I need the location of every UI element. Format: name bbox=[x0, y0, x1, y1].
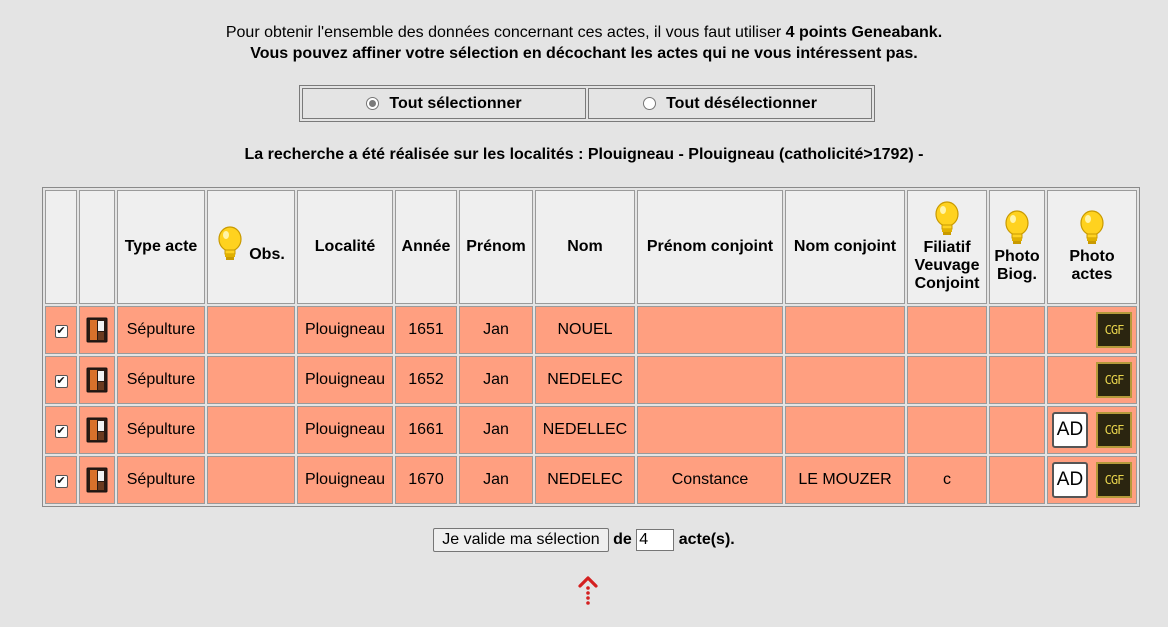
header-filiatif-l3: Conjoint bbox=[914, 275, 980, 292]
cell-annee: 1652 bbox=[395, 356, 457, 404]
cell-nom: NEDELEC bbox=[535, 356, 635, 404]
header-filiatif-l1: Filiatif bbox=[923, 239, 971, 256]
cell-photo-actes bbox=[1047, 306, 1137, 354]
cell-filiatif bbox=[907, 406, 987, 454]
header-photo-actes-l1: Photo bbox=[1069, 248, 1115, 265]
cell-prenom: Jan bbox=[459, 406, 533, 454]
header-type-acte: Type acte bbox=[117, 190, 205, 304]
header-photo-biog-l1: Photo bbox=[994, 248, 1040, 265]
cell-obs bbox=[207, 456, 295, 504]
cgf-photo-icon[interactable]: CGF bbox=[1096, 362, 1132, 398]
table-row bbox=[45, 406, 1137, 454]
header-annee: Année bbox=[395, 190, 457, 304]
cell-photo-actes bbox=[1047, 356, 1137, 404]
footer-actes-label: acte(s). bbox=[678, 531, 735, 548]
row-icon-cell bbox=[79, 456, 115, 504]
cell-photo-biog bbox=[989, 456, 1045, 504]
cell-filiatif: c bbox=[907, 456, 987, 504]
cell-localite: Plouigneau bbox=[297, 456, 393, 504]
header-photo-biog bbox=[989, 190, 1045, 304]
row-icon-cell bbox=[79, 356, 115, 404]
ad-slot bbox=[1050, 409, 1090, 451]
cell-localite: Plouigneau bbox=[297, 356, 393, 404]
validate-selection-button[interactable]: Je valide ma sélection bbox=[433, 528, 608, 552]
select-all-label[interactable]: Tout sélectionner bbox=[389, 94, 522, 112]
footer-form bbox=[0, 528, 1168, 552]
header-checkbox-col bbox=[45, 190, 77, 304]
row-checkbox-cell bbox=[45, 356, 77, 404]
search-info: La recherche a été réalisée sur les localités : Plouigneau - Plouigneau (catholicité>1792) - bbox=[244, 146, 924, 163]
cell-photo-biog bbox=[989, 356, 1045, 404]
row-checkbox-cell bbox=[45, 406, 77, 454]
cell-prenom: Jan bbox=[459, 306, 533, 354]
cgf-slot bbox=[1094, 459, 1134, 501]
cell-type-acte: Sépulture bbox=[117, 406, 205, 454]
row-icon-cell bbox=[79, 406, 115, 454]
cell-obs bbox=[207, 406, 295, 454]
ad-slot bbox=[1050, 309, 1090, 351]
lightbulb-icon bbox=[217, 226, 243, 264]
cell-prenom: Jan bbox=[459, 356, 533, 404]
cell-annee: 1651 bbox=[395, 306, 457, 354]
ad-photo-icon[interactable]: AD bbox=[1052, 462, 1088, 498]
table-row bbox=[45, 306, 1137, 354]
lightbulb-icon bbox=[1004, 210, 1030, 248]
row-checkbox[interactable]: ✔ bbox=[56, 375, 66, 387]
table-row bbox=[45, 356, 1137, 404]
header-obs bbox=[207, 190, 295, 304]
cell-prenom-conjoint bbox=[637, 306, 783, 354]
table-row bbox=[45, 456, 1137, 504]
lightbulb-icon bbox=[1079, 210, 1105, 248]
row-checkbox[interactable]: ✔ bbox=[56, 325, 66, 337]
cgf-photo-icon[interactable]: CGF bbox=[1096, 412, 1132, 448]
cell-type-acte: Sépulture bbox=[117, 456, 205, 504]
cell-photo-biog bbox=[989, 306, 1045, 354]
cell-photo-actes bbox=[1047, 406, 1137, 454]
cell-prenom-conjoint: Constance bbox=[637, 456, 783, 504]
header-photo-actes-l2: actes bbox=[1071, 266, 1113, 283]
cell-nom: NEDELEC bbox=[535, 456, 635, 504]
cell-annee: 1661 bbox=[395, 406, 457, 454]
results-table bbox=[42, 187, 1140, 507]
cgf-photo-icon[interactable]: CGF bbox=[1096, 462, 1132, 498]
header-prenom: Prénom bbox=[459, 190, 533, 304]
cell-localite: Plouigneau bbox=[297, 306, 393, 354]
cell-nom-conjoint bbox=[785, 406, 905, 454]
cell-prenom-conjoint bbox=[637, 406, 783, 454]
deselect-all-label[interactable]: Tout désélectionner bbox=[666, 94, 817, 112]
cell-photo-actes bbox=[1047, 456, 1137, 504]
cell-nom: NOUEL bbox=[535, 306, 635, 354]
row-checkbox[interactable]: ✔ bbox=[56, 425, 66, 437]
header-localite: Localité bbox=[297, 190, 393, 304]
register-book-icon[interactable] bbox=[86, 467, 108, 493]
lightbulb-icon bbox=[934, 201, 960, 239]
cell-localite: Plouigneau bbox=[297, 406, 393, 454]
ad-slot bbox=[1050, 459, 1090, 501]
header-icon-col bbox=[79, 190, 115, 304]
header-nom: Nom bbox=[535, 190, 635, 304]
cell-obs bbox=[207, 356, 295, 404]
intro-text bbox=[0, 22, 1168, 64]
register-book-icon[interactable] bbox=[86, 367, 108, 393]
header-photo-actes bbox=[1047, 190, 1137, 304]
cell-prenom-conjoint bbox=[637, 356, 783, 404]
table-header-row bbox=[45, 190, 1137, 304]
row-checkbox-cell bbox=[45, 306, 77, 354]
cgf-slot bbox=[1094, 359, 1134, 401]
row-icon-cell bbox=[79, 306, 115, 354]
cell-filiatif bbox=[907, 306, 987, 354]
header-prenom-conjoint: Prénom conjoint bbox=[637, 190, 783, 304]
select-all-radio[interactable] bbox=[366, 97, 379, 110]
cgf-photo-icon[interactable]: CGF bbox=[1096, 312, 1132, 348]
points-required: 4 points Geneabank. bbox=[785, 24, 943, 41]
cell-filiatif bbox=[907, 356, 987, 404]
ad-photo-icon[interactable]: AD bbox=[1052, 412, 1088, 448]
header-obs-label: Obs. bbox=[249, 245, 285, 263]
cell-obs bbox=[207, 306, 295, 354]
intro-line-1 bbox=[0, 22, 1168, 43]
cell-nom-conjoint bbox=[785, 306, 905, 354]
select-all-option[interactable] bbox=[302, 88, 586, 119]
deselect-all-option[interactable] bbox=[588, 88, 872, 119]
cell-prenom: Jan bbox=[459, 456, 533, 504]
header-filiatif-l2: Veuvage bbox=[914, 257, 980, 274]
table-body bbox=[45, 306, 1137, 504]
intro-line-2 bbox=[0, 43, 1168, 64]
header-photo-biog-l2: Biog. bbox=[997, 266, 1037, 283]
cgf-slot bbox=[1094, 409, 1134, 451]
cell-annee: 1670 bbox=[395, 456, 457, 504]
register-book-icon[interactable] bbox=[86, 317, 108, 343]
cell-nom-conjoint bbox=[785, 356, 905, 404]
back-to-top-icon[interactable] bbox=[577, 575, 599, 607]
register-book-icon[interactable] bbox=[86, 417, 108, 443]
footer-de-label: de bbox=[613, 531, 632, 548]
intro-line-1-text: Pour obtenir l'ensemble des données concernant ces actes, il vous faut utiliser bbox=[225, 24, 786, 41]
cell-type-acte: Sépulture bbox=[117, 356, 205, 404]
row-checkbox-cell bbox=[45, 456, 77, 504]
cell-type-acte: Sépulture bbox=[117, 306, 205, 354]
cgf-slot bbox=[1094, 309, 1134, 351]
act-count-input[interactable] bbox=[636, 529, 674, 551]
header-filiatif bbox=[907, 190, 987, 304]
header-nom-conjoint: Nom conjoint bbox=[785, 190, 905, 304]
row-checkbox[interactable]: ✔ bbox=[56, 475, 66, 487]
cell-nom: NEDELLEC bbox=[535, 406, 635, 454]
cell-nom-conjoint: LE MOUZER bbox=[785, 456, 905, 504]
deselect-all-radio[interactable] bbox=[643, 97, 656, 110]
selection-toggle-group bbox=[299, 85, 875, 122]
cell-photo-biog bbox=[989, 406, 1045, 454]
intro-line-2-text: Vous pouvez affiner votre sélection en décochant les actes qui ne vous intéressent pas. bbox=[250, 45, 918, 62]
ad-slot bbox=[1050, 359, 1090, 401]
